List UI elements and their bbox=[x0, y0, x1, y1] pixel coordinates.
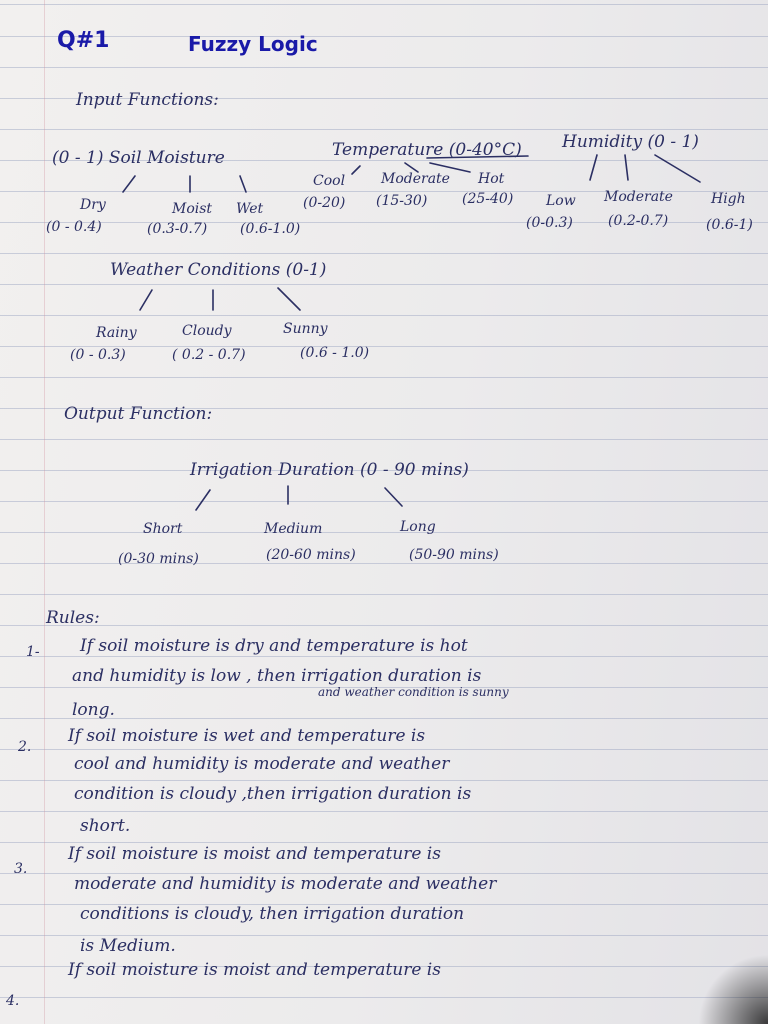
humidity-label: Humidity (0 - 1) bbox=[562, 132, 699, 152]
weather-cloudy-range: ( 0.2 - 0.7) bbox=[172, 347, 246, 363]
rule1-line1: If soil moisture is dry and temperature is hot bbox=[80, 636, 468, 656]
soil-moist: Moist bbox=[172, 201, 213, 217]
hum-low-range: (0-0.3) bbox=[526, 215, 573, 231]
branch-moderate-hum bbox=[625, 155, 628, 180]
rule1-line2: and humidity is low , then irrigation duration is bbox=[72, 666, 482, 686]
rule1-insertion: and weather condition is sunny bbox=[318, 685, 509, 699]
rule2-line1: If soil moisture is wet and temperature is bbox=[68, 726, 426, 746]
input-heading: Input Functions: bbox=[76, 90, 219, 110]
branch-cool bbox=[352, 166, 360, 174]
rule2-line2: cool and humidity is moderate and weather bbox=[74, 754, 450, 774]
hum-high: High bbox=[711, 191, 746, 207]
branch-wet bbox=[240, 176, 246, 192]
rule1-line3: long. bbox=[72, 700, 115, 720]
temp-hot: Hot bbox=[478, 171, 505, 187]
rule4-number: 4. bbox=[6, 993, 20, 1009]
output-heading: Output Function: bbox=[64, 404, 213, 424]
rule4-line1: If soil moisture is moist and temperature is bbox=[68, 960, 441, 980]
rule2-line3: condition is cloudy ,then irrigation duration is bbox=[74, 784, 472, 804]
weather-sunny: Sunny bbox=[283, 321, 328, 337]
weather-sunny-range: (0.6 - 1.0) bbox=[300, 345, 370, 361]
branch-low bbox=[590, 155, 597, 180]
output-label: Irrigation Duration (0 - 90 mins) bbox=[190, 460, 469, 480]
temp-hot-range: (25-40) bbox=[462, 191, 514, 207]
output-medium-range: (20-60 mins) bbox=[266, 547, 356, 563]
output-long: Long bbox=[400, 519, 436, 535]
temp-cool-range: (0-20) bbox=[303, 195, 346, 211]
rules-heading: Rules: bbox=[46, 608, 100, 628]
temp-moderate: Moderate bbox=[381, 171, 450, 187]
rule3-line1: If soil moisture is moist and temperature is bbox=[68, 844, 441, 864]
hum-moderate: Moderate bbox=[604, 189, 673, 205]
soil-dry-range: (0 - 0.4) bbox=[46, 219, 102, 235]
soil-moist-range: (0.3-0.7) bbox=[147, 221, 208, 237]
branch-high bbox=[655, 155, 700, 182]
output-long-range: (50-90 mins) bbox=[409, 547, 499, 563]
soil-wet: Wet bbox=[236, 201, 264, 217]
temp-cool: Cool bbox=[313, 173, 346, 189]
rule1-number: 1- bbox=[26, 644, 40, 660]
rule2-number: 2. bbox=[18, 739, 32, 755]
branch-short bbox=[196, 490, 210, 510]
output-short: Short bbox=[143, 521, 183, 537]
temperature-label: Temperature (0-40°C) bbox=[332, 140, 522, 160]
weather-label: Weather Conditions (0-1) bbox=[110, 260, 327, 280]
soil-moisture-label: (0 - 1) Soil Moisture bbox=[52, 148, 225, 168]
soil-dry: Dry bbox=[80, 197, 106, 213]
question-number: Q#1 bbox=[57, 28, 110, 53]
output-short-range: (0-30 mins) bbox=[118, 551, 199, 567]
temp-moderate-range: (15-30) bbox=[376, 193, 428, 209]
branch-long bbox=[385, 488, 402, 506]
branch-rainy bbox=[140, 290, 152, 310]
hum-moderate-range: (0.2-0.7) bbox=[608, 213, 669, 229]
branch-sunny bbox=[278, 288, 300, 310]
hum-high-range: (0.6-1) bbox=[706, 217, 753, 233]
branch-dry bbox=[123, 176, 135, 192]
weather-cloudy: Cloudy bbox=[182, 323, 232, 339]
weather-rainy: Rainy bbox=[96, 325, 137, 341]
rule3-line3: conditions is cloudy, then irrigation duration bbox=[80, 904, 465, 924]
page-title: Fuzzy Logic bbox=[188, 32, 318, 56]
hum-low: Low bbox=[546, 193, 576, 209]
rule3-number: 3. bbox=[14, 861, 28, 877]
rule3-line2: moderate and humidity is moderate and weather bbox=[74, 874, 497, 894]
page-shadow bbox=[698, 954, 768, 1024]
rule3-line4: is Medium. bbox=[80, 936, 176, 956]
rule2-line4: short. bbox=[80, 816, 131, 836]
soil-wet-range: (0.6-1.0) bbox=[240, 221, 301, 237]
output-medium: Medium bbox=[264, 521, 323, 537]
weather-rainy-range: (0 - 0.3) bbox=[70, 347, 126, 363]
